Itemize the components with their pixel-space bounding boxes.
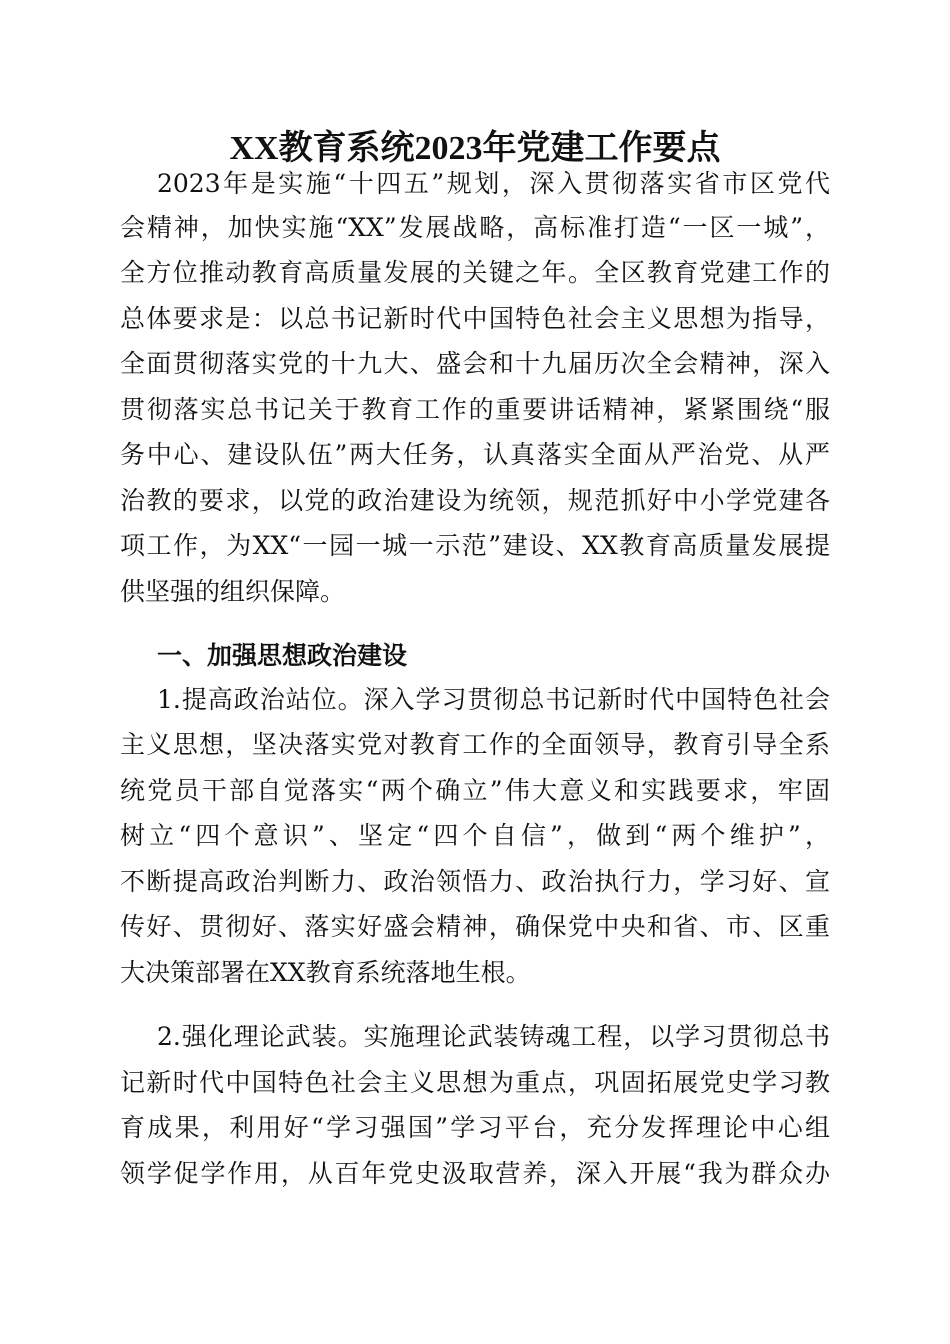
text-line: 会精神，加快实施“XX”发展战略，高标准打造“一区一城”， <box>120 213 830 242</box>
text-line: 主义思想，坚决落实党对教育工作的全面领导，教育引导全系 <box>120 730 830 759</box>
document-title: XX教育系统2023年党建工作要点 <box>229 130 721 167</box>
text-line: 记新时代中国特色社会主义思想为重点，巩固拓展党史学习教 <box>120 1068 830 1097</box>
text-line: 大决策部署在XX教育系统落地生根。 <box>120 958 531 987</box>
text-line: 育成果，利用好“学习强国”学习平台，充分发挥理论中心组 <box>120 1113 830 1142</box>
text-line: 全面贯彻落实党的十九大、盛会和十九届历次全会精神，深入 <box>120 349 830 378</box>
text-line: 供坚强的组织保障。 <box>120 577 346 606</box>
text-line: 领学促学作用，从百年党史汲取营养，深入开展“我为群众办 <box>120 1159 830 1188</box>
section-heading: 一、加强思想政治建设 <box>157 641 408 670</box>
text-line: 树立“四个意识”、坚定“四个自信”，做到“两个维护”， <box>120 821 830 850</box>
text-line: 全方位推动教育高质量发展的关键之年。全区教育党建工作的 <box>120 258 830 287</box>
text-line: 2023年是实施“十四五”规划，深入贯彻落实省市区党代 <box>157 169 830 198</box>
text-line: 1.提高政治站位。深入学习贯彻总书记新时代中国特色社会 <box>157 685 830 714</box>
text-line: 务中心、建设队伍”两大任务，认真落实全面从严治党、从严 <box>120 440 830 469</box>
text-line: 治教的要求，以党的政治建设为统领，规范抓好中小学党建各 <box>120 486 830 515</box>
text-line: 2.强化理论武装。实施理论武装铸魂工程，以学习贯彻总书 <box>157 1022 830 1051</box>
text-line: 统党员干部自觉落实“两个确立”伟大意义和实践要求，牢固 <box>120 776 830 805</box>
text-line: 总体要求是：以总书记新时代中国特色社会主义思想为指导， <box>120 304 830 333</box>
text-line: 传好、贯彻好、落实好盛会精神，确保党中央和省、市、区重 <box>120 912 830 941</box>
text-line: 贯彻落实总书记关于教育工作的重要讲话精神，紧紧围绕“服 <box>120 395 830 424</box>
text-line: 不断提高政治判断力、政治领悟力、政治执行力，学习好、宣 <box>120 867 830 896</box>
text-line: 项工作，为XX“一园一城一示范”建设、XX教育高质量发展提 <box>120 531 830 560</box>
